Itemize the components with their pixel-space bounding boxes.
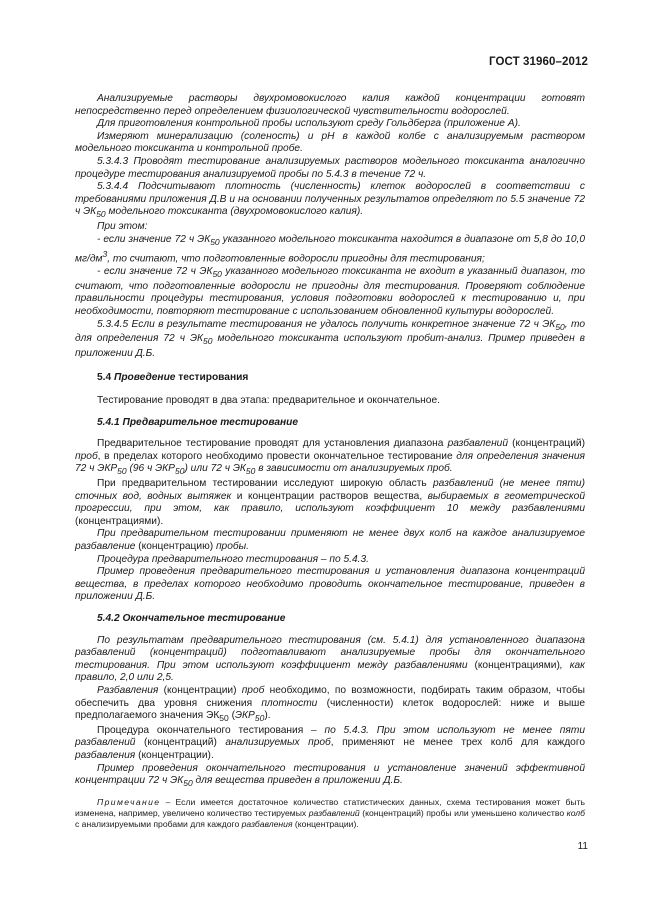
paragraph: Для приготовления контрольной пробы используют среду Гольдберга (приложение А). [97, 118, 521, 130]
paragraph: Тестирование проводят в два этапа: предварительное и окончательное. [97, 395, 440, 407]
paragraph: Пример проведения предварительного тестирования и установления диапазона концентраций вещества, в пределах которого необходимо проводить окончательное тестирование, приведен в приложении Д.Б. [75, 566, 585, 603]
text-run: Пример проведения окончательного тестирования и установление значений эффективной концентрации 72 ч ЭК [75, 762, 585, 787]
text-run: 5.4 [97, 372, 114, 384]
paragraph [75, 685, 585, 725]
list-item [75, 266, 585, 318]
section-heading-5-4 [75, 372, 585, 385]
text-run: (концентрации) [158, 684, 242, 696]
paragraph: При этом: [97, 220, 148, 232]
text-run: разбавления [241, 819, 293, 830]
text-run: (концентраций) пробы или уменьшено количество [359, 807, 567, 818]
text-run: модельного токсиканта используют пробит-анализ. Пример приведен в приложении Д.Б. [75, 333, 585, 359]
paragraph: Измеряют минерализацию (соленость) и рН в каждой колбе с анализируемым раствором модельного токсиканта и контрольной пробе. [75, 130, 585, 155]
paragraph: Анализируемые растворы двухромовокислого калия каждой концентрации готовят непосредственно перед определением физиологической чувствительности водорослей. [75, 93, 585, 117]
text-run: По результатам предварительного тестирования (см. 5.4.1) для установленного диапазона разбавлений (концентраций) подготавливают анализируемые пробы для окончательного тестирования. При этом используют коэффициент между разбавлениями [75, 634, 585, 671]
text-run: проб [75, 450, 98, 462]
paragraph-5-3-4-4 [75, 181, 585, 221]
text-run: (концентрациями) [467, 659, 560, 671]
text-run: плотности [261, 697, 318, 709]
list-item [75, 234, 585, 267]
paragraph [75, 763, 585, 790]
subscript: 50 [183, 778, 193, 789]
note-label: Примечание [97, 796, 161, 807]
section-heading-5-4-2: 5.4.2 Окончательное тестирование [97, 612, 286, 624]
superscript: 3 [102, 249, 108, 260]
page-body [75, 93, 585, 839]
text-run: Предварительное тестирование проводят для установления диапазона [97, 438, 448, 450]
text-run: модельного токсиканта (двухромовокислого калия). [105, 206, 364, 218]
text-run: тестирования [175, 372, 249, 384]
text-run: (концентрациями). [75, 515, 164, 527]
text-run: – по 5.4.3. При этом используют не менее пяти разбавлений [75, 724, 586, 749]
subscript: 50 [245, 466, 256, 477]
subscript: 50 [555, 321, 565, 332]
text-run: разбавлений [308, 807, 360, 818]
paragraph: Процедура предварительного тестирования – по 5.4.3. [97, 553, 370, 565]
text-run: в зависимости от анализируемых проб. [255, 463, 453, 475]
section-heading-5-4-1: 5.4.1 Предварительное тестирование [97, 416, 299, 428]
text-run: необходимо, по возможности, подбирать таким образом, чтобы обеспечить два уровня снижения [75, 684, 585, 709]
text-run: для вещества приведен в приложении Д.Б. [192, 775, 403, 787]
text-run: указанного модельного токсиканта не входит в указанный диапазон, то считают, что подготовленные водоросли не пригодны для тестирования. Проверяют соблюдение правильности процедуры тестирования, условия подготовки водорослей к тестированию и, при необходимости, повторяют тестирование с использованием обновленной культуры водорослей. [75, 266, 585, 317]
text-run: , применяют не менее трех колб для каждого [330, 737, 585, 749]
text-run: указанного модельного токсиканта находится в диапазоне от 5,8 до 10,0 мг/дм [75, 233, 585, 265]
text-run: (численности) клеток водорослей: ниже и выше предполагаемого значения ЭК [75, 697, 585, 722]
text-run: , то для определения 72 ч ЭК [75, 318, 585, 345]
subscript: 50 [254, 713, 265, 724]
text-run: Разбавления [97, 684, 159, 696]
text-run: , как правило, 2,0 или 2,5. [75, 659, 585, 684]
subscript: 50 [210, 236, 220, 247]
subscript: 50 [96, 209, 106, 220]
text-run: для определения значения 72 ч ЭКР [75, 450, 585, 475]
document-code: ГОСТ 31960–2012 [488, 56, 588, 68]
subscript: 50 [212, 269, 222, 280]
text-run: , в пределах которого необходимо провести окончательное тестирование [97, 450, 457, 462]
subscript: 50 [203, 336, 213, 347]
text-run: разбавлений (не менее пяти) сточных вод, водных вытяжек [75, 478, 585, 502]
subscript: 50 [117, 466, 127, 477]
subscript: 50 [219, 713, 229, 724]
text-run: , то считают, что подготовленные водоросли пригодны для тестирования; [107, 253, 485, 265]
text-run: анализируемых проб [225, 737, 331, 749]
text-run: - если значение 72 ч ЭК [97, 266, 213, 278]
text-run: колб [566, 807, 585, 818]
text-run: Процедура окончательного тестирования [97, 724, 312, 736]
text-run: (концентраций) [508, 438, 585, 450]
text-run: разбавления [75, 749, 136, 761]
paragraph-5-3-4-3: 5.3.4.3 Проводят тестирование анализируемых растворов модельного токсиканта аналогично процедуре тестирования анализируемой пробы по 5.4.3 в течение 72 ч. [75, 155, 585, 180]
paragraph [75, 478, 585, 528]
text-run: выбираемых в геометрической прогрессии, при этом, как правило, используют коэффициент 10 между разбавлениями [75, 490, 585, 515]
text-run: ( [228, 710, 235, 722]
text-run: Проведение [114, 372, 176, 384]
text-run: При предварительном тестировании применяют не менее двух колб на каждое анализируемое разбавление [75, 528, 585, 552]
page-number: 11 [577, 841, 588, 852]
text-run: разбавлений [447, 438, 509, 450]
subscript: 50 [174, 466, 185, 477]
text-run: При предварительном тестировании исследуют широкую область [97, 478, 433, 490]
text-run: 5.3.4.5 Если в результате тестирования не удалось получить конкретное значение 72 ч ЭК [97, 318, 556, 330]
text-run: пробы. [215, 540, 249, 552]
text-run: ) или 72 ч ЭК [184, 463, 246, 475]
text-run: (концентрации). [135, 749, 214, 761]
text-run: и концентрации растворов вещества, [231, 490, 428, 502]
text-run: ). [264, 710, 271, 722]
text-run: 5.3.4.4 Подсчитывают плотность (численность) клеток водорослей в соответствии с требованиями приложения Д.В и на основании полученных результатов определяют по 5.5 значение 72 ч ЭК [75, 181, 585, 218]
text-run: – Если имеется достаточное количество статистических данных, схема тестирования может быть изменена, например, увеличено количество тестируемых [75, 796, 585, 818]
text-run: с анализируемыми пробами для каждого [75, 819, 242, 830]
paragraph [75, 725, 585, 763]
text-run: проб [241, 684, 265, 696]
text-run: (концентраций) [135, 737, 226, 749]
paragraph [75, 635, 585, 685]
paragraph [75, 528, 585, 553]
text-run: ЭКР [234, 710, 255, 722]
paragraph-5-3-4-5 [75, 319, 585, 361]
text-run: (96 ч ЭКР [126, 463, 175, 475]
text-run: - если значение 72 ч ЭК [97, 233, 211, 245]
text-run: (концентрацию) [135, 540, 216, 552]
text-run: (концентрации). [292, 819, 359, 830]
note [75, 797, 585, 831]
paragraph [75, 438, 585, 478]
